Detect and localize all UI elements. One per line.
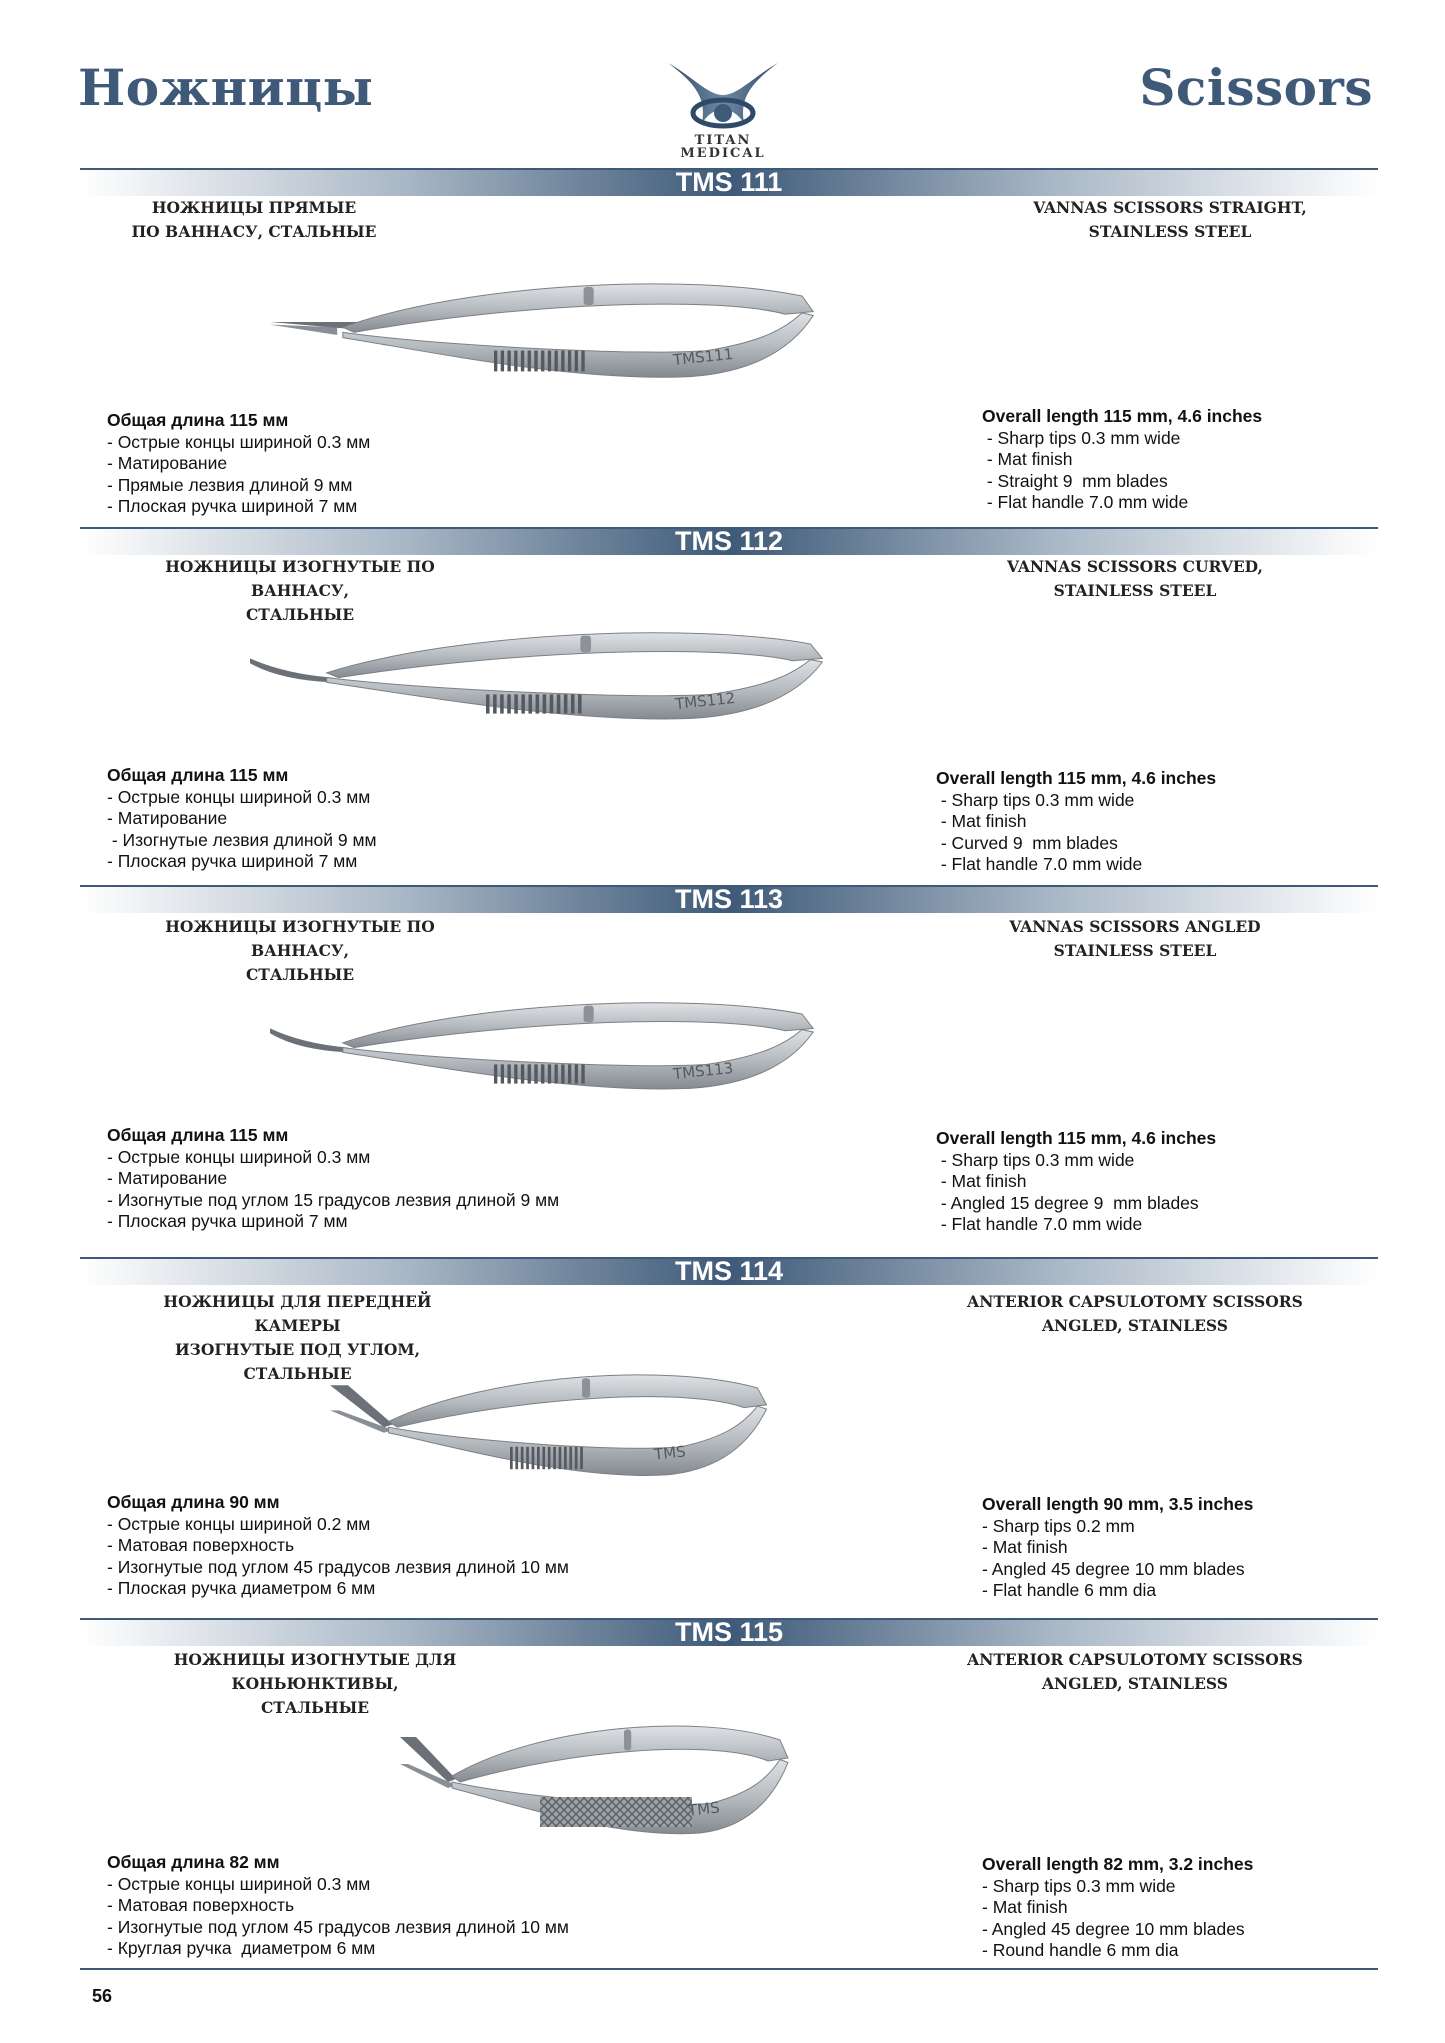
caption-en-line: ANGLED, STAINLESS — [1042, 1316, 1228, 1335]
scissors-image — [330, 1360, 780, 1500]
spec-en — [982, 1494, 1253, 1602]
spec-ru-line: - Круглая ручка диаметром 6 мм — [107, 1938, 376, 1958]
caption-en-line: ANTERIOR CAPSULOTOMY SCISSORS — [967, 1650, 1303, 1669]
spec-en-line: - Sharp tips 0.3 mm wide — [936, 789, 1135, 810]
spec-en-line: - Angled 45 degree 10 mm blades — [982, 1918, 1245, 1939]
spec-ru-line: - Прямые лезвия длиной 9 мм — [107, 474, 353, 495]
logo-text-medical: MEDICAL — [680, 146, 766, 161]
spec-ru-line: Общая длина 115 мм — [107, 410, 289, 430]
engraving-text: TMS — [653, 1442, 687, 1464]
engraving-text: TMS — [687, 1798, 721, 1820]
scissors-image — [400, 1710, 800, 1860]
caption-ru-line: СТАЛЬНЫЕ — [245, 605, 355, 624]
spec-ru-line: - Плоская ручка шириной 7 мм — [107, 851, 358, 871]
spec-ru-line: - Матирование — [107, 453, 228, 473]
page-title-en: Scissors — [1139, 58, 1373, 117]
spec-ru — [107, 410, 370, 518]
caption-ru-line: ИЗОГНУТЫЕ ПОД УГЛОМ, СТАЛЬНЫЕ — [175, 1340, 420, 1383]
product-code: TMS 112 — [674, 526, 784, 556]
engraving-text: TMS111 — [672, 344, 735, 370]
spec-en-line: - Mat finish — [936, 811, 1027, 831]
spec-ru-line: Общая длина 82 мм — [107, 1852, 280, 1872]
caption-ru-line: СТАЛЬНЫЕ — [245, 965, 355, 984]
caption-ru — [124, 196, 384, 244]
product-code: TMS 111 — [675, 167, 783, 197]
scissors-photo — [400, 1710, 800, 1865]
spec-ru-line: Общая длина 90 мм — [107, 1492, 280, 1512]
spec-ru-line: - Матовая поверхность — [107, 1535, 295, 1555]
product-code: TMS 113 — [674, 884, 784, 914]
engraving-text: TMS113 — [672, 1058, 735, 1084]
caption-en — [960, 1290, 1310, 1338]
product-code: TMS 114 — [674, 1256, 784, 1286]
caption-en-line: STAINLESS STEEL — [1053, 941, 1217, 960]
caption-en — [960, 1648, 1310, 1696]
product-code: TMS 115 — [674, 1617, 784, 1647]
spec-ru-line: Общая длина 115 мм — [107, 1125, 289, 1145]
scissors-photo — [270, 270, 830, 405]
spec-en-line: Overall length 115 mm, 4.6 inches — [936, 768, 1217, 788]
spec-en-line: - Flat handle 7.0 mm wide — [936, 1214, 1143, 1234]
scissors-image — [270, 270, 830, 400]
caption-ru-line: СТАЛЬНЫЕ — [260, 1698, 370, 1717]
caption-en-line: VANNAS SCISSORS STRAIGHT, — [1033, 198, 1307, 217]
spec-en-line: - Flat handle 7.0 mm wide — [936, 854, 1143, 874]
spec-en-line: Overall length 90 mm, 3.5 inches — [982, 1494, 1254, 1514]
spec-en-line: - Straight 9 mm blades — [982, 470, 1168, 491]
spec-ru-line: - Матирование — [107, 1168, 228, 1188]
spec-ru-line: - Острые концы шириной 0.2 мм — [107, 1513, 371, 1534]
scissors-image — [270, 990, 830, 1110]
spec-en-line: - Mat finish — [982, 1537, 1068, 1557]
engraving-text: TMS112 — [674, 688, 736, 714]
spec-ru-line: - Изогнутые лезвия длиной 9 мм — [107, 829, 377, 850]
caption-en-line: STAINLESS STEEL — [1088, 222, 1252, 241]
scissors-image — [250, 620, 840, 740]
spec-en-line: - Flat handle 7.0 mm wide — [982, 492, 1189, 512]
caption-ru-line: ПО ВАННАСУ, СТАЛЬНЫЕ — [131, 222, 377, 241]
spec-en-line: - Angled 45 degree 10 mm blades — [982, 1558, 1245, 1579]
titan-medical-logo — [658, 55, 788, 167]
caption-en-line: VANNAS SCISSORS CURVED, — [1007, 557, 1263, 576]
caption-ru-line: НОЖНИЦЫ ИЗОГНУТЫЕ ДЛЯ КОНЬЮНКТИВЫ, — [173, 1650, 457, 1693]
spec-ru-line: - Острые концы шириной 0.3 мм — [107, 1873, 371, 1894]
spec-en-line: Overall length 115 mm, 4.6 inches — [936, 1128, 1217, 1148]
page-number: 56 — [92, 1986, 113, 2006]
page-title-ru: Ножницы — [78, 58, 374, 117]
spec-ru-line: - Матирование — [107, 808, 228, 828]
caption-ru-line: НОЖНИЦЫ ИЗОГНУТЫЕ ПО ВАННАСУ, — [165, 917, 435, 960]
caption-ru — [120, 555, 480, 627]
spec-en — [982, 1854, 1253, 1962]
spec-ru-line: - Изогнутые под углом 15 градусов лезвия длиной 9 мм — [107, 1189, 560, 1210]
spec-ru-line: - Изогнутые под углом 45 градусов лезвия длиной 10 мм — [107, 1916, 569, 1937]
spec-en-line: - Mat finish — [982, 1897, 1068, 1917]
spec-ru-line: - Острые концы шириной 0.3 мм — [107, 786, 371, 807]
spec-en-line: - Round handle 6 mm dia — [982, 1940, 1179, 1960]
caption-en-line: ANGLED, STAINLESS — [1042, 1674, 1228, 1693]
spec-ru — [107, 1852, 569, 1960]
caption-en-line: STAINLESS STEEL — [1053, 581, 1217, 600]
spec-ru-line: - Плоская ручка шриной 7 мм — [107, 1211, 348, 1231]
spec-en-line: - Sharp tips 0.3 mm wide — [936, 1149, 1135, 1170]
spec-en — [982, 406, 1262, 514]
scissors-photo — [330, 1360, 780, 1505]
caption-ru-line: НОЖНИЦЫ ДЛЯ ПЕРЕДНЕЙ КАМЕРЫ — [163, 1292, 432, 1335]
spec-en-line: - Mat finish — [982, 449, 1073, 469]
spec-en-line: Overall length 115 mm, 4.6 inches — [982, 406, 1263, 426]
caption-ru — [120, 915, 480, 987]
spec-ru — [107, 1125, 559, 1233]
caption-en-line: ANTERIOR CAPSULOTOMY SCISSORS — [967, 1292, 1303, 1311]
caption-en — [1000, 555, 1270, 603]
spec-ru-line: - Острые концы шириной 0.3 мм — [107, 431, 371, 452]
eye-logo-icon — [658, 55, 788, 148]
spec-ru — [107, 1492, 569, 1600]
spec-en-line: Overall length 82 mm, 3.2 inches — [982, 1854, 1254, 1874]
spec-en-line: - Flat handle 6 mm dia — [982, 1580, 1157, 1600]
caption-ru-line: НОЖНИЦЫ ИЗОГНУТЫЕ ПО ВАННАСУ, — [165, 557, 435, 600]
spec-ru — [107, 765, 377, 873]
caption-en — [1020, 196, 1320, 244]
scissors-photo — [250, 620, 840, 745]
spec-ru-line: - Острые концы шириной 0.3 мм — [107, 1146, 371, 1167]
scissors-photo — [270, 990, 830, 1115]
spec-en-line: - Sharp tips 0.2 mm — [982, 1515, 1135, 1536]
bottom-rule — [80, 1968, 1378, 1970]
spec-ru-line: - Матовая поверхность — [107, 1895, 295, 1915]
spec-en-line: - Curved 9 mm blades — [936, 832, 1118, 853]
spec-ru-line: - Плоская ручка шириной 7 мм — [107, 496, 358, 516]
spec-en — [936, 1128, 1216, 1236]
logo-text-titan: TITAN — [694, 133, 752, 148]
spec-ru-line: Общая длина 115 мм — [107, 765, 289, 785]
caption-en — [1000, 915, 1270, 963]
spec-en-line: - Angled 15 degree 9 mm blades — [936, 1192, 1199, 1213]
spec-en-line: - Mat finish — [936, 1171, 1027, 1191]
spec-en — [936, 768, 1216, 876]
spec-ru-line: - Плоская ручка диаметром 6 мм — [107, 1578, 376, 1598]
caption-ru-line: НОЖНИЦЫ ПРЯМЫЕ — [151, 198, 357, 217]
spec-en-line: - Sharp tips 0.3 mm wide — [982, 427, 1181, 448]
spec-ru-line: - Изогнутые под углом 45 градусов лезвия длиной 10 мм — [107, 1556, 569, 1577]
spec-en-line: - Sharp tips 0.3 mm wide — [982, 1875, 1176, 1896]
caption-en-line: VANNAS SCISSORS ANGLED — [1009, 917, 1261, 936]
